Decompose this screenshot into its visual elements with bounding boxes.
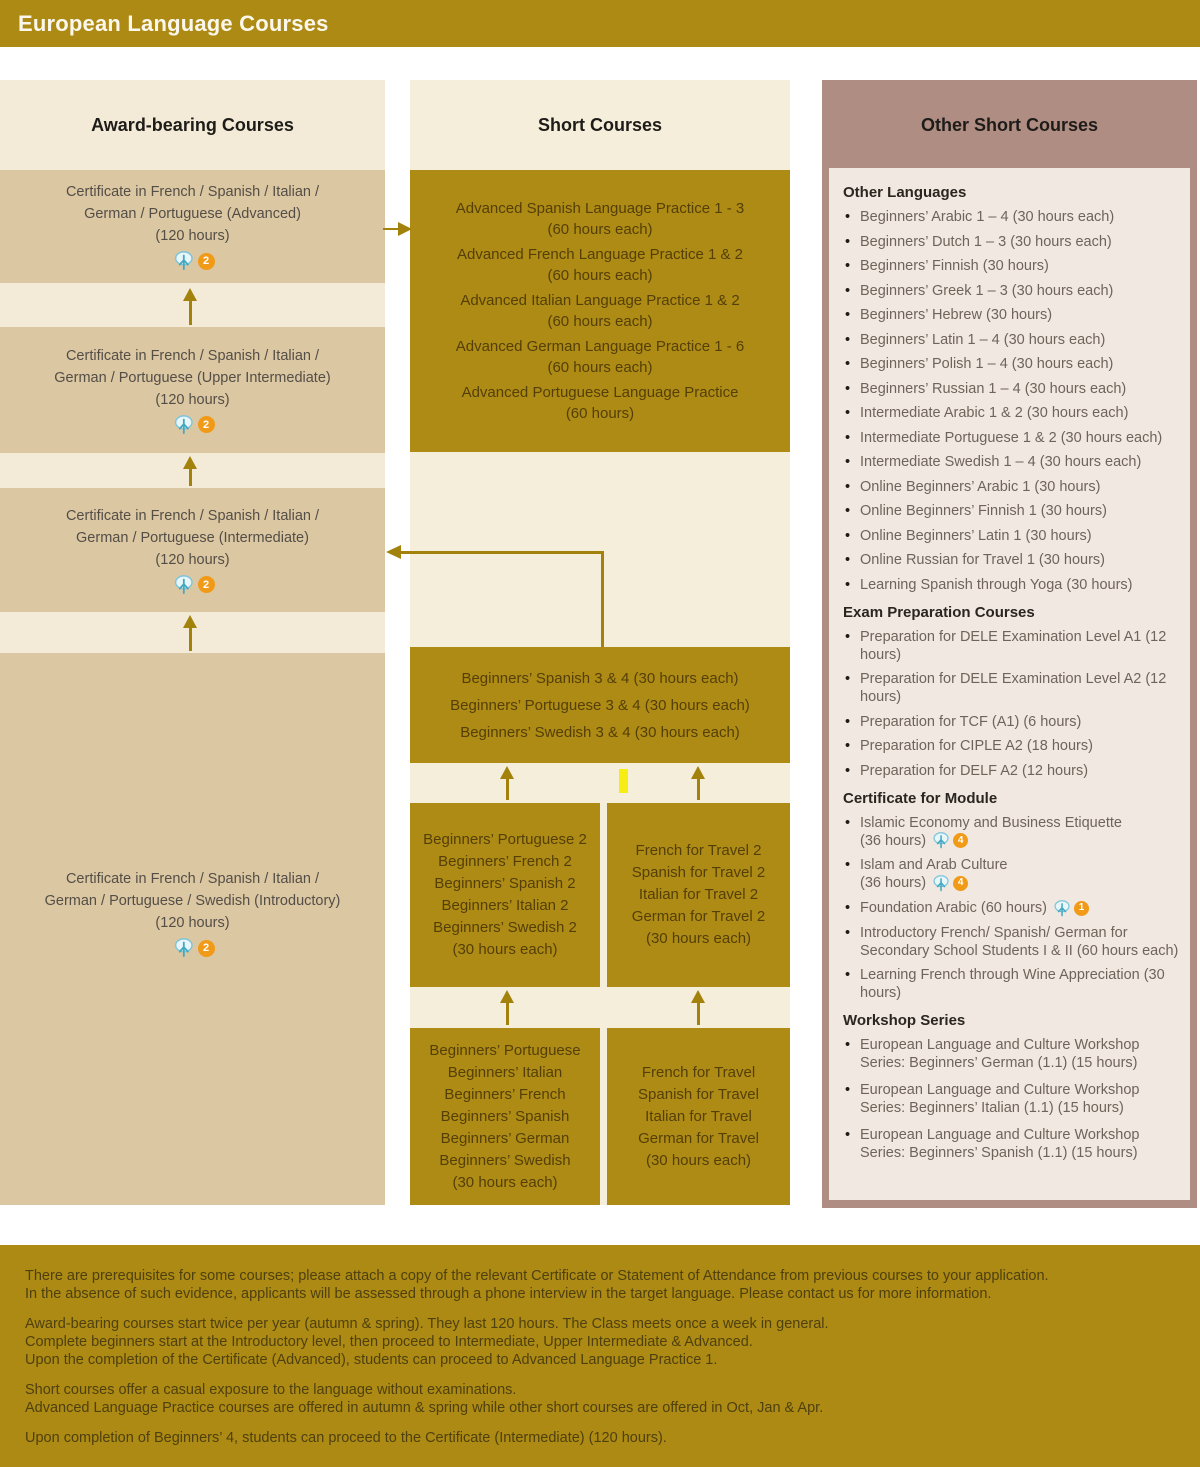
course-list-item: • Online Beginners’ Finnish 1 (30 hours) bbox=[843, 502, 1180, 520]
course-line: (30 hours each) bbox=[452, 941, 558, 958]
course-line: Italian for Travel 2 bbox=[638, 886, 759, 903]
course-line: Beginners’ Swedish 2 bbox=[433, 919, 577, 936]
section-heading-certificate-module: Certificate for Module bbox=[843, 789, 998, 807]
course-list-item: • Online Beginners’ Arabic 1 (30 hours) bbox=[843, 478, 1180, 496]
level-badge: 2 bbox=[198, 576, 215, 593]
note-line: Complete beginners start at the Introductory level, then proceed to Intermediate, Upper Intermediate & Advanced. bbox=[25, 1334, 753, 1350]
level-badge: 4 bbox=[953, 833, 968, 848]
section-heading-other-languages: Other Languages bbox=[843, 184, 967, 201]
course-line: Italian for Travel bbox=[645, 1107, 752, 1125]
certificate-line: Certificate in French / Spanish / Italian / bbox=[65, 507, 320, 524]
award-column-header: Award-bearing Courses bbox=[91, 114, 294, 135]
course-list-item: • European Language and Culture Workshop Series: Beginners’ German (1.1) (15 hours) bbox=[843, 1036, 1180, 1072]
flow-arrow-up-travel1-to-2 bbox=[691, 990, 706, 1025]
certificate-upper-intermediate-box bbox=[0, 327, 385, 453]
course-list-item: • Intermediate Portuguese 1 & 2 (30 hours each) bbox=[843, 429, 1180, 447]
advanced-practice-box bbox=[410, 170, 790, 452]
tree-logo-icon bbox=[171, 938, 193, 958]
course-list-item: • Intermediate Arabic 1 & 2 (30 hours each) bbox=[843, 404, 1180, 422]
tree-logo-icon bbox=[930, 832, 949, 849]
course-list-item: • Preparation for DELE Examination Level A1 (12 hours) bbox=[843, 628, 1180, 664]
note-line: Short courses offer a casual exposure to the language without examinations. bbox=[25, 1382, 517, 1398]
flow-arrow-up-to-upper-intermediate bbox=[183, 456, 198, 486]
funding-icon-row bbox=[171, 250, 215, 272]
beginners-2-box bbox=[410, 803, 600, 987]
course-list-item: • Preparation for DELE Examination Level A2 (12 hours) bbox=[843, 670, 1180, 706]
note-paragraph bbox=[25, 1267, 1175, 1303]
course-line: French for Travel bbox=[641, 1063, 756, 1081]
note-line: In the absence of such evidence, applicants will be assessed through a phone interview in the target language. Please contact us for more information. bbox=[25, 1286, 992, 1302]
flow-line-elbow-horizontal bbox=[401, 551, 603, 554]
course-hours: (60 hours each) bbox=[547, 313, 653, 330]
flow-arrow-up-to-intermediate bbox=[183, 615, 198, 651]
course-entry bbox=[457, 244, 743, 287]
course-line: Beginners’ Italian bbox=[447, 1063, 563, 1081]
course-list-item: • Preparation for TCF (A1) (6 hours) bbox=[843, 713, 1180, 731]
certificate-line: German / Portuguese / Swedish (Introductory) bbox=[44, 893, 341, 909]
certificate-advanced-box bbox=[0, 170, 385, 283]
note-line: There are prerequisites for some courses; please attach a copy of the relevant Certificate or Statement of Attendance from previous courses to your application. bbox=[25, 1268, 1049, 1284]
course-hours: (60 hours each) bbox=[547, 267, 653, 284]
course-line: Beginners’ Swedish bbox=[439, 1151, 571, 1169]
course-entry bbox=[456, 198, 745, 241]
course-entry bbox=[460, 290, 739, 333]
certificate-line: German / Portuguese (Intermediate) bbox=[76, 529, 309, 546]
course-hours: (60 hours each) bbox=[547, 359, 653, 376]
course-name: Advanced German Language Practice 1 - 6 bbox=[455, 337, 745, 355]
note-paragraph bbox=[25, 1429, 1175, 1447]
course-list-item: • Beginners’ Latin 1 – 4 (30 hours each) bbox=[843, 331, 1180, 349]
level-badge: 2 bbox=[198, 940, 215, 957]
course-line: Beginners’ Portuguese bbox=[429, 1041, 581, 1059]
course-list-item bbox=[843, 899, 1180, 917]
course-list-item: • European Language and Culture Workshop Series: Beginners’ Italian (1.1) (15 hours) bbox=[843, 1081, 1180, 1117]
level-badge: 4 bbox=[953, 876, 968, 891]
footer-notes bbox=[0, 1245, 1200, 1467]
funding-icon-row bbox=[171, 414, 215, 436]
course-name: Advanced Spanish Language Practice 1 - 3 bbox=[455, 199, 745, 217]
course-list-item: • Beginners’ Greek 1 – 3 (30 hours each) bbox=[843, 282, 1180, 300]
note-line: Upon completion of Beginners’ 4, students can proceed to the Certificate (Intermediate) (120 hours). bbox=[25, 1430, 667, 1446]
course-list-item: • Beginners’ Arabic 1 – 4 (30 hours each) bbox=[843, 208, 1180, 226]
other-courses-panel bbox=[829, 168, 1190, 1200]
course-line: Beginners’ Portuguese 2 bbox=[423, 831, 587, 848]
certificate-introductory-box bbox=[0, 653, 385, 1205]
page-title: European Language Courses bbox=[18, 11, 329, 36]
other-column-header: Other Short Courses bbox=[920, 114, 1099, 135]
course-list-item: • Preparation for DELF A2 (12 hours) bbox=[843, 762, 1180, 780]
course-list-item: • Online Russian for Travel 1 (30 hours) bbox=[843, 551, 1180, 569]
course-line: German for Travel 2 bbox=[631, 908, 766, 925]
tree-logo-icon bbox=[930, 875, 949, 892]
course-list-item: • Beginners’ Polish 1 – 4 (30 hours each) bbox=[843, 355, 1180, 373]
exam-prep-list bbox=[843, 628, 1180, 780]
flow-arrow-up-beginners1-to-2 bbox=[500, 990, 515, 1025]
other-short-courses-column bbox=[822, 80, 1197, 1208]
course-line: (30 hours each) bbox=[645, 1151, 752, 1169]
flow-arrow-up-to-advanced bbox=[183, 288, 198, 325]
course-name-row bbox=[860, 899, 1089, 917]
course-hours-row bbox=[860, 874, 968, 892]
course-name: • Foundation Arabic (60 hours) bbox=[860, 900, 1047, 917]
course-list-item: • Preparation for CIPLE A2 (18 hours) bbox=[843, 737, 1180, 755]
course-line: Beginners’ Spanish bbox=[440, 1107, 570, 1125]
tree-logo-icon bbox=[1051, 900, 1070, 917]
level-badge: 2 bbox=[198, 416, 215, 433]
course-list-item: • Intermediate Swedish 1 – 4 (30 hours each) bbox=[843, 453, 1180, 471]
certificate-hours: (120 hours) bbox=[155, 915, 230, 931]
course-line: Spanish for Travel 2 bbox=[631, 864, 766, 881]
certificate-line: German / Portuguese (Upper Intermediate) bbox=[54, 369, 331, 386]
course-list-item: • Learning Spanish through Yoga (30 hours) bbox=[843, 576, 1180, 594]
course-list-item: • Beginners’ Dutch 1 – 3 (30 hours each) bbox=[843, 233, 1180, 251]
flow-arrowhead-left bbox=[386, 545, 401, 559]
flow-arrowhead-right bbox=[398, 222, 412, 236]
course-list-item: • Beginners’ Russian 1 – 4 (30 hours each) bbox=[843, 380, 1180, 398]
workshop-list bbox=[843, 1036, 1180, 1162]
course-list-item: • Learning French through Wine Appreciation (30 hours) bbox=[843, 966, 1180, 1002]
course-line: French for Travel 2 bbox=[635, 842, 762, 859]
course-list-item bbox=[843, 856, 1180, 892]
course-hours: (60 hours each) bbox=[547, 221, 653, 238]
flow-arrow-up-travel2-to-34 bbox=[691, 766, 706, 800]
course-line: Beginners’ Spanish 3 & 4 (30 hours each) bbox=[461, 669, 739, 687]
funding-icon-row bbox=[171, 574, 215, 596]
course-line: Beginners’ French 2 bbox=[438, 853, 572, 870]
level-badge: 2 bbox=[198, 253, 215, 270]
course-line: Beginners’ German bbox=[440, 1129, 570, 1147]
course-list-item bbox=[843, 814, 1180, 850]
course-hours: (60 hours) bbox=[565, 405, 635, 422]
other-languages-list bbox=[843, 208, 1180, 594]
course-name: Advanced Italian Language Practice 1 & 2 bbox=[460, 291, 740, 309]
course-line: Beginners’ Spanish 2 bbox=[434, 875, 576, 892]
note-paragraph bbox=[25, 1381, 1175, 1417]
tree-logo-icon bbox=[171, 575, 193, 595]
course-name: Advanced French Language Practice 1 & 2 bbox=[456, 245, 744, 263]
course-list-item: • Beginners’ Finnish (30 hours) bbox=[843, 257, 1180, 275]
funding-icon-row bbox=[171, 937, 215, 959]
course-list-item: • Online Beginners’ Latin 1 (30 hours) bbox=[843, 527, 1180, 545]
course-list-item: • Introductory French/ Spanish/ German for Secondary School Students I & II (60 hours each) bbox=[843, 924, 1180, 960]
certificate-line: Certificate in French / Spanish / Italian / bbox=[65, 184, 320, 200]
short-column-header: Short Courses bbox=[537, 114, 663, 135]
course-line: (30 hours each) bbox=[452, 1173, 558, 1191]
course-hours: (36 hours) bbox=[860, 832, 927, 849]
course-hours: (36 hours) bbox=[860, 875, 927, 892]
certificate-intermediate-box bbox=[0, 488, 385, 612]
yellow-highlight-mark bbox=[619, 769, 628, 793]
certificate-hours: (120 hours) bbox=[155, 391, 230, 408]
course-hours-row bbox=[860, 832, 968, 850]
tree-logo-icon bbox=[171, 251, 193, 271]
certificate-line: Certificate in French / Spanish / Italian / bbox=[65, 871, 320, 887]
certificate-hours: (120 hours) bbox=[155, 228, 230, 244]
section-heading-workshop: Workshop Series bbox=[843, 1012, 966, 1030]
certificate-line: German / Portuguese (Advanced) bbox=[84, 206, 301, 222]
course-line: Beginners’ Italian 2 bbox=[441, 897, 569, 914]
course-name: • Islamic Economy and Business Etiquette bbox=[860, 814, 1122, 831]
course-list-item: • European Language and Culture Workshop Series: Beginners’ Spanish (1.1) (15 hours) bbox=[843, 1126, 1180, 1162]
course-line: (30 hours each) bbox=[645, 930, 752, 947]
course-name: • Islam and Arab Culture bbox=[860, 857, 1008, 874]
course-entry bbox=[456, 336, 745, 379]
course-entry bbox=[462, 382, 739, 425]
section-heading-exam-prep: Exam Preparation Courses bbox=[843, 603, 1035, 621]
course-line: Spanish for Travel bbox=[638, 1085, 759, 1103]
beginners-3-4-box bbox=[410, 647, 790, 763]
beginners-1-box bbox=[410, 1028, 600, 1205]
travel-2-box bbox=[607, 803, 790, 987]
certificate-line: Certificate in French / Spanish / Italian / bbox=[65, 347, 320, 364]
level-badge: 1 bbox=[1074, 901, 1089, 916]
note-line: Award-bearing courses start twice per year (autumn & spring). They last 120 hours. The Class meets once a week in general. bbox=[25, 1316, 829, 1332]
certificate-hours: (120 hours) bbox=[155, 551, 230, 568]
page-header bbox=[0, 0, 1200, 47]
course-line: Beginners’ French bbox=[444, 1085, 566, 1103]
course-line: German for Travel bbox=[638, 1129, 759, 1147]
course-line: Beginners’ Portuguese 3 & 4 (30 hours each) bbox=[450, 696, 750, 714]
course-name: Advanced Portuguese Language Practice bbox=[461, 383, 739, 401]
flow-line-elbow-vertical bbox=[601, 551, 604, 647]
note-line: Advanced Language Practice courses are offered in autumn & spring while other short courses are offered in Oct, Jan & Apr. bbox=[25, 1400, 824, 1416]
flow-arrow-up-beginners2-to-34 bbox=[500, 766, 515, 800]
tree-logo-icon bbox=[171, 415, 193, 435]
course-line: Beginners’ Swedish 3 & 4 (30 hours each) bbox=[460, 723, 740, 741]
certificate-module-list bbox=[843, 814, 1180, 1003]
short-courses-column bbox=[410, 80, 790, 1205]
travel-1-box bbox=[607, 1028, 790, 1205]
note-paragraph bbox=[25, 1315, 1175, 1369]
course-list-item: • Beginners’ Hebrew (30 hours) bbox=[843, 306, 1180, 324]
note-line: Upon the completion of the Certificate (Advanced), students can proceed to Advanced Language Practice 1. bbox=[25, 1352, 718, 1368]
